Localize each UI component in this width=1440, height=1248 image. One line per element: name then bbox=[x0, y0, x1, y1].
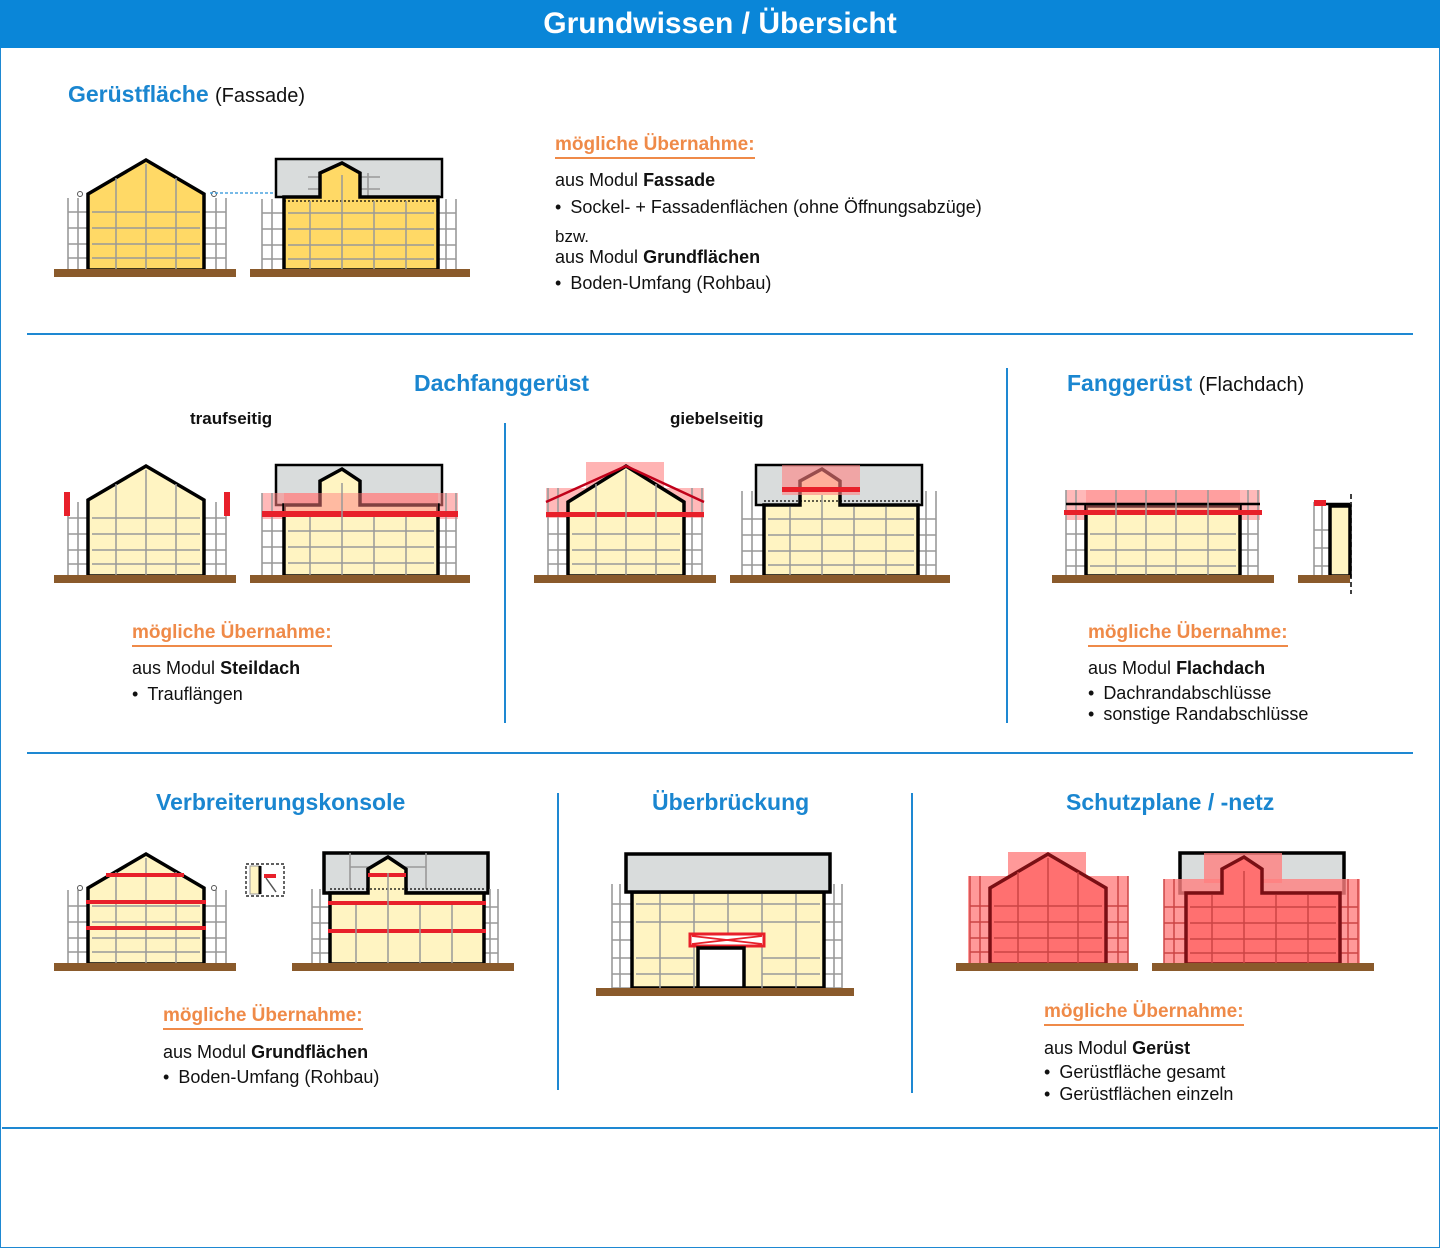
geruestflaeche-gable-house-illustration bbox=[52, 150, 242, 282]
schutzplane-bullet2: • Gerüstflächen einzeln bbox=[1044, 1084, 1233, 1105]
fanggeruest-bullet2: • sonstige Randabschlüsse bbox=[1088, 704, 1308, 725]
geruestflaeche-heading bbox=[68, 81, 305, 108]
geruestflaeche-line2-module: Grundflächen bbox=[643, 247, 761, 267]
fanggeruest-line bbox=[1088, 658, 1265, 679]
verbreiterung-line-module: Grundflächen bbox=[251, 1042, 369, 1062]
dachfang-trauf-flat-illustration bbox=[248, 461, 474, 588]
dachfang-traufseitig-label: traufseitig bbox=[190, 409, 273, 428]
verbreiterung-bullet1: • Boden-Umfang (Rohbau) bbox=[163, 1067, 379, 1088]
verbreiterung-detail-illustration bbox=[244, 862, 286, 898]
dachfang-title: Dachfanggerüst bbox=[414, 370, 590, 396]
schutzplane-flat-illustration bbox=[1150, 849, 1376, 976]
dachfang-line bbox=[132, 658, 300, 679]
dachfang-bullet1: • Trauflängen bbox=[132, 684, 243, 705]
geruestflaeche-bullet1: • Sockel- + Fassadenflächen (ohne Öffnungsabzüge) bbox=[555, 197, 982, 218]
geruestflaeche-line2 bbox=[555, 247, 760, 268]
divider-3 bbox=[2, 1127, 1438, 1129]
schutzplane-gable-illustration bbox=[954, 846, 1144, 976]
fanggeruest-line-module: Flachdach bbox=[1176, 658, 1266, 678]
schutzplane-line-module: Gerüst bbox=[1132, 1038, 1191, 1058]
ueberbrueckung-title: Überbrückung bbox=[652, 789, 810, 815]
dachfang-trauf-gable-illustration bbox=[52, 458, 242, 588]
fanggeruest-flat-illustration bbox=[1050, 486, 1276, 588]
schutzplane-line-prefix: aus Modul bbox=[1044, 1038, 1133, 1058]
divider-v-ueberbrueckung bbox=[911, 793, 913, 1093]
verbreiterung-line bbox=[163, 1042, 368, 1063]
schutzplane-title: Schutzplane / -netz bbox=[1066, 789, 1275, 815]
divider-v-dach bbox=[504, 423, 506, 723]
geruestflaeche-title: Gerüstfläche bbox=[68, 81, 209, 107]
schutzplane-uebernahme: mögliche Übernahme: bbox=[1044, 1001, 1244, 1026]
dachfang-giebelseitig-label: giebelseitig bbox=[670, 409, 764, 428]
verbreiterung-flat-illustration bbox=[290, 849, 516, 976]
dachfang-giebel-flat-illustration bbox=[728, 461, 954, 588]
fanggeruest-title: Fanggerüst bbox=[1067, 370, 1193, 396]
geruestflaeche-line1-prefix: aus Modul bbox=[555, 170, 644, 190]
fanggeruest-detail-illustration bbox=[1296, 490, 1358, 594]
geruestflaeche-uebernahme: mögliche Übernahme: bbox=[555, 134, 755, 159]
fanggeruest-uebernahme: mögliche Übernahme: bbox=[1088, 622, 1288, 647]
divider-v-verbreiterung bbox=[557, 793, 559, 1090]
dachfang-giebel-gable-illustration bbox=[532, 458, 722, 588]
schutzplane-bullet1: • Gerüstfläche gesamt bbox=[1044, 1062, 1225, 1083]
geruestflaeche-line2-prefix: aus Modul bbox=[555, 247, 644, 267]
geruestflaeche-bullet2: • Boden-Umfang (Rohbau) bbox=[555, 273, 771, 294]
page-title: Grundwissen / Übersicht bbox=[0, 0, 1440, 48]
verbreiterung-uebernahme: mögliche Übernahme: bbox=[163, 1005, 363, 1030]
geruestflaeche-line1 bbox=[555, 170, 715, 191]
fanggeruest-heading bbox=[1067, 370, 1304, 397]
schutzplane-line bbox=[1044, 1038, 1190, 1059]
divider-1 bbox=[27, 333, 1413, 335]
verbreiterung-gable-illustration bbox=[52, 846, 242, 976]
ueberbrueckung-illustration bbox=[594, 850, 858, 1000]
geruestflaeche-flat-house-illustration bbox=[248, 155, 474, 282]
dachfang-line-prefix: aus Modul bbox=[132, 658, 221, 678]
fanggeruest-bullet1: • Dachrandabschlüsse bbox=[1088, 683, 1271, 704]
fanggeruest-subtitle: (Flachdach) bbox=[1198, 374, 1305, 396]
dachfang-line-module: Steildach bbox=[220, 658, 301, 678]
verbreiterung-title: Verbreiterungskonsole bbox=[156, 789, 406, 815]
divider-2 bbox=[27, 752, 1413, 754]
dachfang-uebernahme: mögliche Übernahme: bbox=[132, 622, 332, 647]
divider-v-fang bbox=[1006, 368, 1008, 723]
geruestflaeche-bzw: bzw. bbox=[555, 227, 590, 246]
verbreiterung-line-prefix: aus Modul bbox=[163, 1042, 252, 1062]
geruestflaeche-subtitle: (Fassade) bbox=[215, 85, 306, 107]
fanggeruest-line-prefix: aus Modul bbox=[1088, 658, 1177, 678]
geruestflaeche-line1-module: Fassade bbox=[643, 170, 716, 190]
